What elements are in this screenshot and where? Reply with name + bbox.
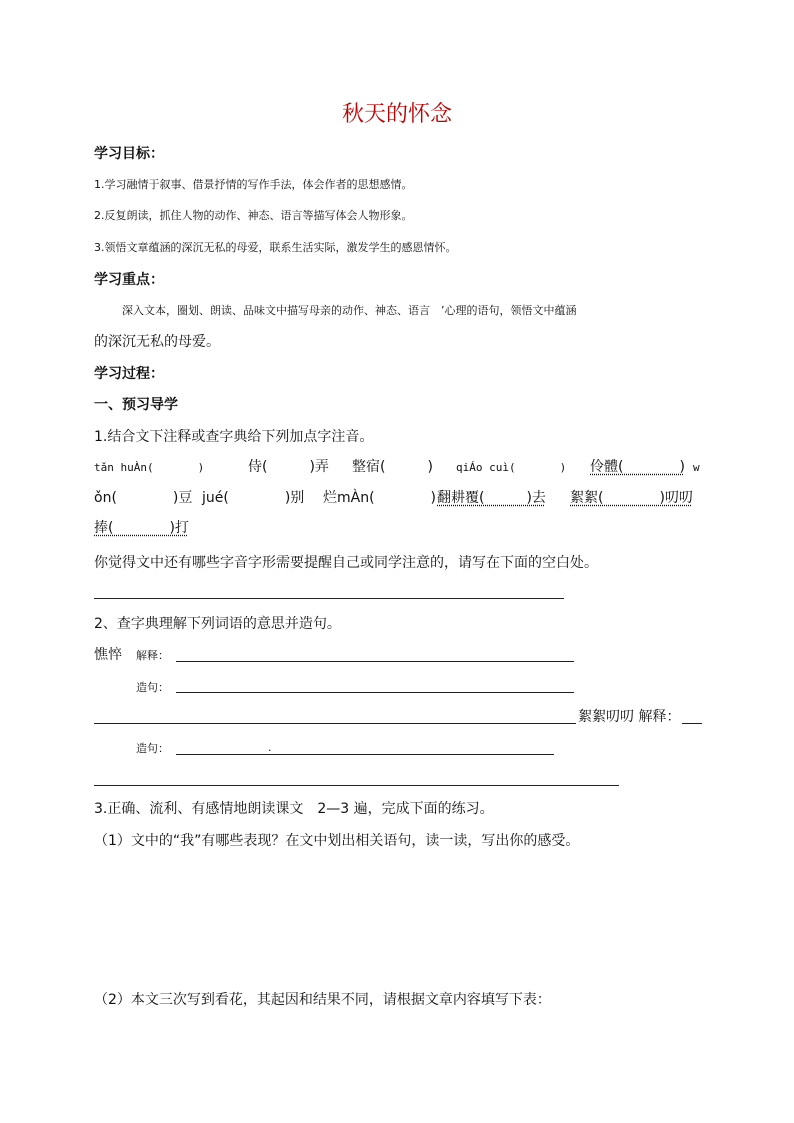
focus-heading: 学习重点： [94, 272, 164, 288]
q1-note: 你觉得文中还有哪些字音字形需要提醒自己或同学注意的，请写在下面的空白处。 [94, 555, 598, 571]
answer-line[interactable] [176, 754, 554, 755]
sentence-label: 造句： [136, 681, 169, 694]
answer-line[interactable] [682, 723, 702, 724]
q3-sub1: （1）文中的“我”有哪些表现？在文中划出相关语句，读一读，写出你的感受。 [94, 833, 580, 849]
q2-prompt: 2、查字典理解下列词语的意思并造句。 [94, 616, 341, 632]
answer-line[interactable] [176, 692, 574, 693]
q3-sub2: （2）本文三次写到看花，其起因和结果不同，请根据文章内容填写下表： [94, 992, 551, 1008]
answer-line[interactable] [94, 785, 619, 786]
q3-prompt: 3.正确、流利、有感情地朗读课文 2—3 遍，完成下面的练习。 [94, 801, 494, 817]
pinyin-blank: 捧( )打 [94, 520, 189, 536]
answer-line[interactable] [176, 661, 574, 662]
pinyin-blank: 侍( )弄 [248, 459, 329, 475]
explain-label: 解释： [136, 649, 169, 662]
dot-mark: . [268, 741, 272, 754]
pinyin-blank: 絮絮( )叨叨 [570, 490, 693, 506]
vocab-word: 憔悴 [94, 647, 122, 663]
process-heading: 学习过程： [94, 366, 164, 382]
pinyin-fragment: w [693, 461, 700, 474]
pinyin-blank: 翻耕覆( )去 [437, 490, 546, 506]
answer-line[interactable] [94, 598, 564, 599]
vocab-word-2: 絮絮叨叨 解释： [578, 709, 681, 725]
goals-heading: 学习目标： [94, 146, 164, 162]
pinyin-blank: 烂mÀn( ) [323, 490, 437, 506]
pinyin-blank: 伶體( ) [590, 459, 685, 475]
pinyin-blank: jué( )别 [202, 490, 305, 506]
goal-item-2: 2.反复朗读，抓住人物的动作、神态、语言等描写体会人物形象。 [94, 209, 413, 222]
focus-text-line1: 深入文本，圈划、朗读、品味文中描写母亲的动作、神态、语言 ’心理的语句，领悟文中蕴涵 [122, 304, 577, 317]
page-title: 秋天的怀念 [341, 102, 452, 127]
focus-text-line2: 的深沉无私的母爱。 [94, 334, 220, 350]
section-preview-heading: 一、预习导学 [94, 397, 178, 413]
sentence-label: 造句： [136, 742, 169, 755]
pinyin-blank: tǎn huÀn( ) [94, 461, 205, 474]
q1-prompt: 1.结合文下注释或查字典给下列加点字注音。 [94, 429, 374, 445]
goal-item-1: 1.学习融情于叙事、借景抒情的写作手法，体会作者的思想感情。 [94, 178, 413, 191]
pinyin-blank: 整宿( ) [352, 459, 433, 475]
pinyin-blank: ǒn( )豆 [94, 490, 193, 506]
answer-line[interactable] [94, 723, 576, 724]
pinyin-blank: qiÁo cuì( ) [456, 461, 567, 474]
goal-item-3: 3.领悟文章蕴涵的深沉无私的母爱，联系生活实际，激发学生的感恩情怀。 [94, 241, 457, 254]
